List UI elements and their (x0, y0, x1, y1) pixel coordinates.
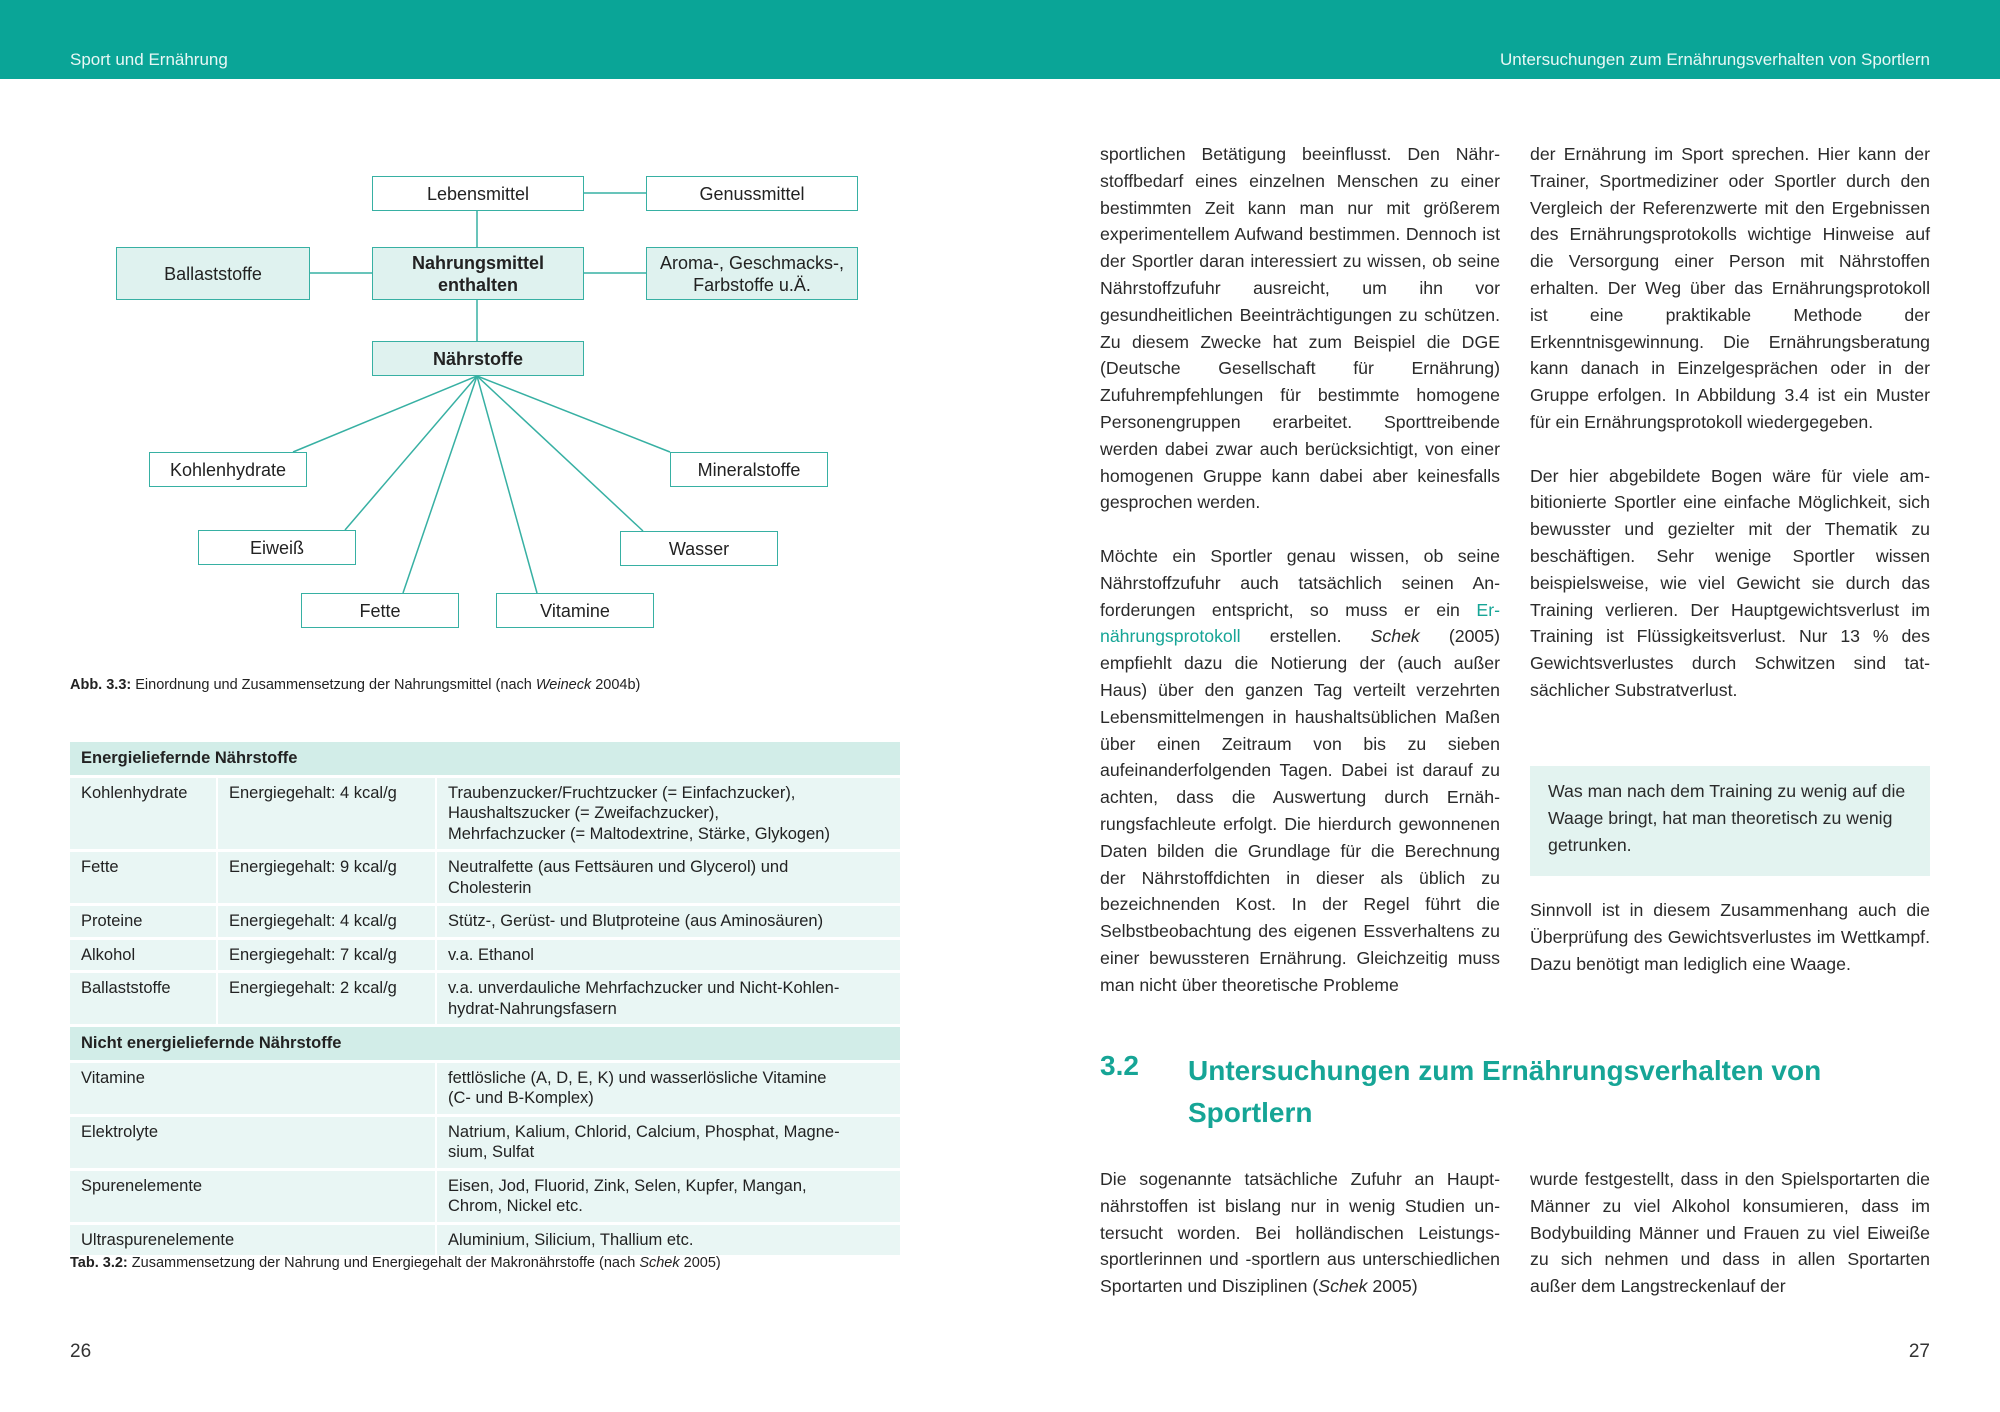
table-row (70, 1115, 900, 1169)
node-naehrstoffe: Nährstoffe (372, 341, 584, 376)
table-cell: Vitamine (70, 1061, 436, 1115)
table-cell: Fette (70, 851, 217, 905)
table-cell: v.a. Ethanol (436, 938, 900, 972)
table-cell: Stütz-, Gerüst- und Blutproteine (aus Aminosäuren) (436, 905, 900, 939)
table-cell-line: Traubenzucker/Fruchtzucker (= Einfachzucker), (448, 783, 796, 802)
section-number: 3.2 (1100, 1050, 1139, 1081)
paragraph-text: Möchte ein Sportler genau wissen, ob seine Nährstoffzufuhr auch tatsächlich seinen Anforderungen entspricht, so muss er ein (1100, 545, 1500, 620)
paragraph: Sinnvoll ist in diesem Zusammenhang auch die Überprüfung des Gewichtsverlustes im Wettkampf. Dazu benötigt man lediglich eine Waage. (1530, 900, 1930, 974)
node-aroma-line1: Aroma-, Geschmacks-, (659, 252, 845, 273)
node-aroma (646, 247, 858, 300)
table-section-title: Nicht energieliefernde Nährstoffe (70, 1026, 900, 1062)
paragraph-text: (2005) empfiehlt dazu die Notierung der (auch außer Haus) über den ganzen Tag verteilt verzehrten Lebensmittelmengen in haushaltsüblichen Maßen über einen Zeitraum von bis zu sieben aufeinanderfolgenden Tagen. Dabei ist darauf zu achten, dass die Auswertung durch Ernährungsfachleute erfolgt. Die hierdurch gewonnenen Daten bilden die Grundlage für die Berechnung der Nährstoffdichten in dieser als üblich zu bezeichnenden Kost. In der Regel führt die Selbstbeobachtung des eigenen Essverhaltens zu einer bewussteren Ernährung. Gleichzeitig muss man nicht über theoretische Probleme (1100, 626, 1500, 995)
paragraph: Der hier abgebildete Bogen wäre für viele ambitionierte Sportler eine einfache Möglichkeit, sich bewusster und gezielter mit der Thematik zu beschäftigen. Sehr wenige Sportler wissen beispielsweise, wie viel Gewicht sie durch das Training verlieren. Der Hauptgewichtsverlust im Training ist Flüssigkeitsverlust. Nur 13 % des Gewichtsverlustes durch Schwitzen sind tatsächlicher Substratverlust. (1530, 465, 1930, 700)
section-title: Untersuchungen zum Ernährungsverhalten von Sportlern (1188, 1055, 1822, 1128)
table-row (70, 972, 900, 1026)
table-cell-line: hydrat-Nahrungsfasern (448, 999, 617, 1018)
table-caption-label: Tab. 3.2: (70, 1255, 128, 1271)
paragraph-text: Die sogenannte tatsächliche Zufuhr an Hauptnährstoffen ist bislang nur in wenig Studien untersucht worden. Bei holländischen Leistungssportlerinnen und -sportlern aus unterschiedlichen Sportarten und Disziplinen ( (1100, 1169, 1500, 1297)
table-cell: Ballaststoffe (70, 972, 217, 1026)
node-nahrungsmittel-line2: enthalten (437, 274, 518, 295)
figure-caption-author: Weineck (535, 677, 592, 693)
table-cell: Energiegehalt: 9 kcal/g (217, 851, 436, 905)
node-genussmittel: Genussmittel (646, 176, 858, 211)
node-nahrungsmittel-line1: Nahrungsmittel (411, 252, 544, 273)
figure-caption-label: Abb. 3.3: (70, 677, 132, 693)
nutrient-table (70, 742, 900, 1258)
bottom-text-column-1 (1100, 1166, 1500, 1327)
node-mineralstoffe: Mineralstoffe (670, 452, 828, 487)
table-cell-line: (C- und B-Komplex) (448, 1089, 594, 1107)
table-row (70, 905, 900, 939)
table-cell-line: Natrium, Kalium, Chlorid, Calcium, Phosphat, Magne- (448, 1122, 840, 1141)
text-column-1 (1100, 141, 1500, 1025)
table-section-header (70, 1026, 900, 1062)
paragraph (1100, 1166, 1500, 1300)
table-cell: Elektrolyte (70, 1115, 436, 1169)
text-column-2 (1530, 141, 1930, 731)
bottom-text-column-2 (1530, 1166, 1930, 1327)
table-row (70, 776, 900, 851)
node-ballaststoffe: Ballaststoffe (116, 247, 310, 300)
table-cell: Spurenelemente (70, 1169, 436, 1223)
table-cell: Energiegehalt: 2 kcal/g (217, 972, 436, 1026)
node-lebensmittel: Lebensmittel (372, 176, 584, 211)
page-number-left: 26 (70, 1341, 92, 1362)
table-cell-line: Mehrfachzucker (= Maltodextrine, Stärke, Glykogen) (448, 824, 830, 843)
table-cell: Alkohol (70, 938, 217, 972)
citation-author: Schek (1370, 626, 1420, 647)
paragraph-text: 2005) (1367, 1276, 1418, 1297)
table-cell: Ultraspurenelemente (70, 1223, 436, 1257)
connector-mineralstoffe (477, 376, 670, 452)
table-cell: Proteine (70, 905, 217, 939)
table-cell (436, 1169, 900, 1223)
connector-eiweiss (345, 376, 477, 530)
paragraph: der Ernährung im Sport sprechen. Hier kann der Trainer, Sportmediziner oder Sportler durch den Vergleich der Referenzwerte mit den Ergebnissen des Ernährungsprotokolls wichtige Hinweise auf die Versorgung einer Person mit Nährstoffen erhalten. Der Weg über das Ernährungsprotokoll ist eine praktikable Methode der Erkenntnisgewinnung. Die Ernährungsberatung kann danach in Einzelgesprächen oder in der Gruppe erfolgen. In Abbildung 3.4 ist ein Muster für ein Ernährungsprotokoll wiedergegeben. (1530, 144, 1930, 432)
table-cell-line: Neutralfette (aus Fettsäuren und Glycerol) und (448, 858, 789, 876)
table-row (70, 1169, 900, 1223)
node-aroma-line2: Farbstoffe u.Ä. (693, 274, 811, 295)
table-section-title: Energieliefernde Nährstoffe (70, 742, 900, 776)
table-row (70, 938, 900, 972)
table-cell (436, 972, 900, 1026)
table-cell-line: sium, Sulfat (448, 1143, 535, 1161)
page-number-right: 27 (1908, 1341, 1930, 1362)
citation-author: Schek (1318, 1276, 1368, 1297)
table-cell (436, 851, 900, 905)
paragraph (1100, 543, 1500, 999)
table-cell-line: v.a. unverdauliche Mehrfachzucker und Nicht-Kohlen- (448, 979, 840, 997)
table-cell: Energiegehalt: 7 kcal/g (217, 938, 436, 972)
node-eiweiss: Eiweiß (198, 530, 356, 565)
table-section-header (70, 742, 900, 776)
table-row (70, 851, 900, 905)
table-row (70, 1223, 900, 1257)
table-cell: Kohlenhydrate (70, 776, 217, 851)
connector-vitamine (477, 376, 537, 593)
table-caption (70, 1255, 721, 1271)
node-fette: Fette (301, 593, 459, 628)
nutrition-diagram (0, 0, 1000, 700)
table-cell-line: Cholesterin (448, 878, 532, 897)
text-column-2-continued (1530, 897, 1930, 1004)
table-cell-line: fettlösliche (A, D, E, K) und wasserlösliche Vitamine (448, 1068, 827, 1087)
table-cell (436, 1061, 900, 1115)
table-caption-text: Zusammensetzung der Nahrung und Energiegehalt der Makronährstoffe (nach (127, 1255, 640, 1271)
figure-caption (70, 677, 640, 693)
table-cell (436, 776, 900, 851)
figure-caption-year: 2004b) (591, 677, 641, 693)
paragraph-text: erstellen. (1240, 626, 1371, 647)
table-caption-year: 2005) (679, 1255, 721, 1271)
node-wasser: Wasser (620, 531, 778, 566)
highlight-box: Was man nach dem Training zu wenig auf die Waage bringt, hat man theoretisch zu wenig getrunken. (1530, 766, 1930, 876)
table-cell: Energiegehalt: 4 kcal/g (217, 776, 436, 851)
node-kohlenhydrate: Kohlenhydrate (149, 452, 307, 487)
table-cell-line: Haushaltszucker (= Zweifachzucker), (448, 804, 719, 822)
table-row (70, 1061, 900, 1115)
running-head-left: Sport und Ernährung (70, 50, 228, 69)
table-cell (436, 1115, 900, 1169)
running-head-right: Untersuchungen zum Ernährungsverhalten von Sportlern (1500, 50, 1930, 69)
table-cell-line: Eisen, Jod, Fluorid, Zink, Selen, Kupfer, Mangan, (448, 1176, 807, 1195)
table-cell: Aluminium, Silicium, Thallium etc. (436, 1223, 900, 1257)
paragraph: sportlichen Betätigung beeinflusst. Den Nährstoffbedarf eines einzelnen Menschen zu einer bestimmten Zeit kann man nur mit größerem experimentellem Aufwand bestimmen. Dennoch ist der Sportler daran interessiert zu wissen, ob seine Nährstoffzufuhr ausreicht, um ihn vor gesundheitlichen Beeinträchtigungen zu schützen. Zu diesem Zwecke hat zum Beispiel die DGE (Deutsche Gesellschaft für Ernährung) Zufuhrempfehlungen für bestimmte homogene Personengruppen erarbeitet. Sporttreibende werden dabei zwar auch berücksichtigt, von einer homogenen Gruppe kann dabei aber keinesfalls gesprochen werden. (1100, 144, 1500, 513)
connector-kohlenhydrate (293, 376, 477, 452)
node-nahrungsmittel (372, 247, 584, 300)
node-vitamine: Vitamine (496, 593, 654, 628)
highlighted-term: Ernährungsprotokoll (1100, 599, 1500, 647)
connector-fette (403, 376, 477, 593)
table-cell-line: Chrom, Nickel etc. (448, 1197, 583, 1215)
table-cell: Energiegehalt: 4 kcal/g (217, 905, 436, 939)
table-caption-author: Schek (639, 1255, 680, 1271)
paragraph: wurde festgestellt, dass in den Spielsportarten die Männer zu viel Alkohol konsumieren, dass im Bodybuilding Männer und Frauen zu viel Eiweiße zu sich nehmen und dass in allen Sportarten außer dem Langstreckenlauf der (1530, 1169, 1930, 1297)
connector-wasser (477, 376, 643, 531)
figure-caption-text: Einordnung und Zusammensetzung der Nahrungsmittel (nach (131, 677, 536, 693)
